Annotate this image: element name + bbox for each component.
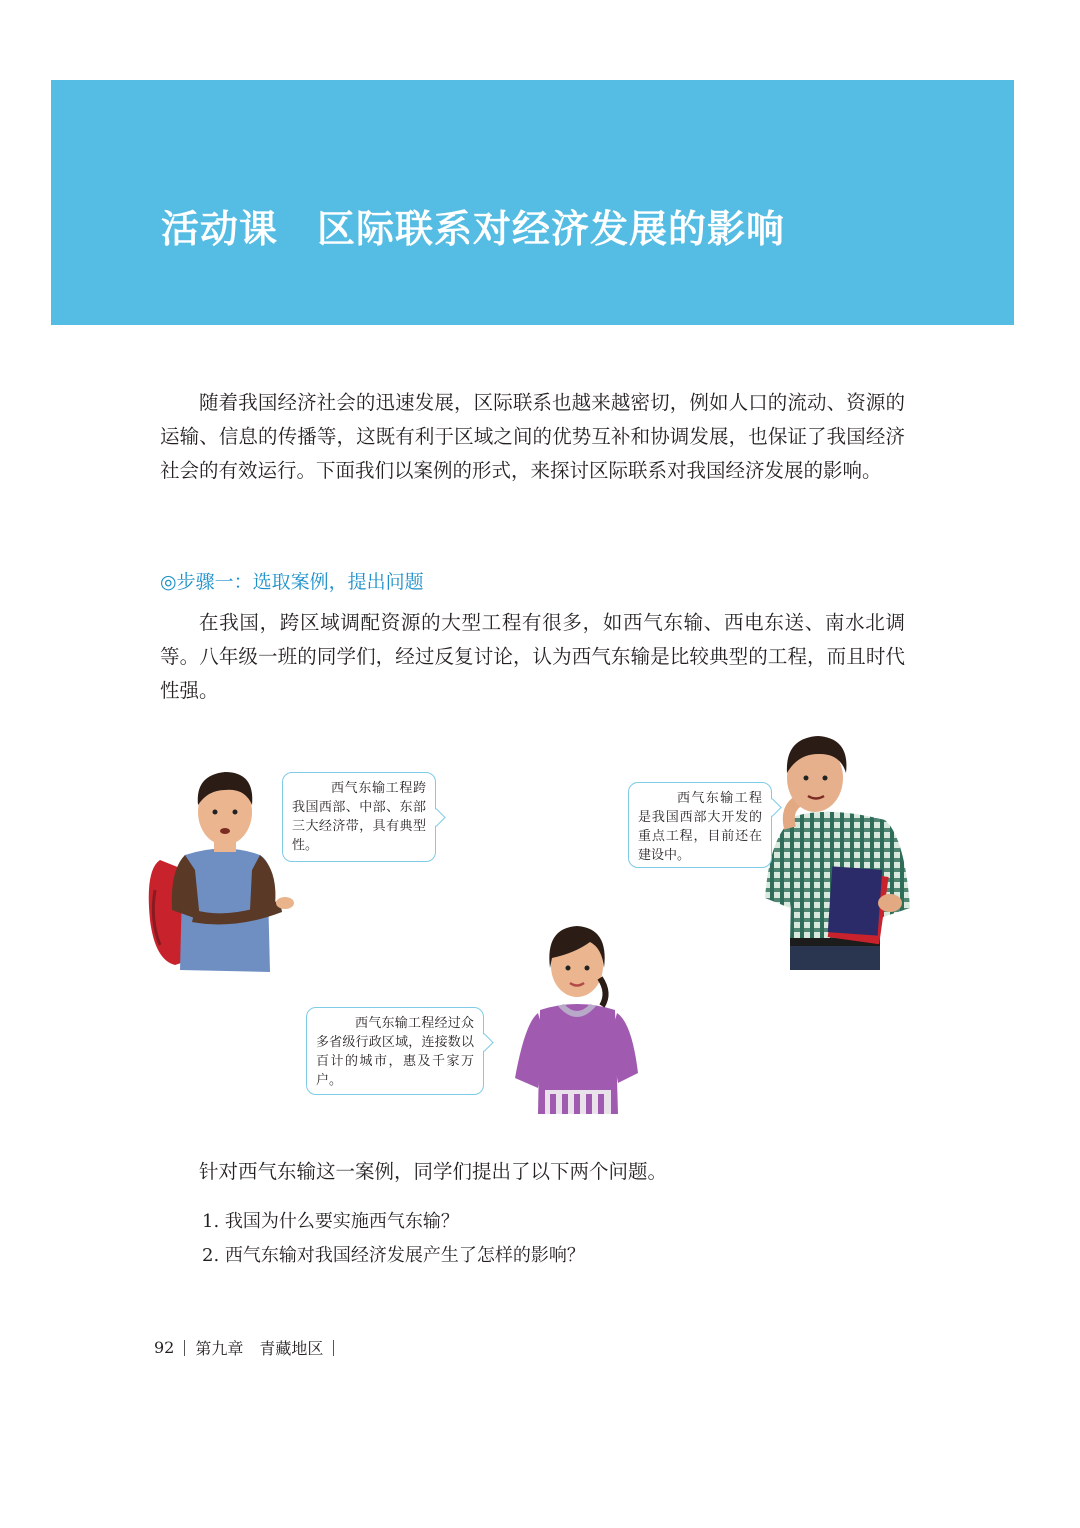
girl-speech-text: 西气东输工程经过众多省级行政区域，连接数以百计的城市，惠及千家万户。 xyxy=(316,1016,474,1088)
boy-speech-bubble xyxy=(282,772,436,862)
footer-divider-end xyxy=(333,1340,334,1356)
questions-intro: 针对西气东输这一案例，同学们提出了以下两个问题。 xyxy=(199,1160,668,1183)
intro-paragraph: 随着我国经济社会的迅速发展，区际联系也越来越密切，例如人口的流动、资源的运输、信息的传播等，这既有利于区域之间的优势互补和协调发展，也保证了我国经济社会的有效运行。下面我们以案例的形式，来探讨区际联系对我国经济发展的影响。 xyxy=(160,391,905,482)
step-one-heading: ◎步骤一：选取案例，提出问题 xyxy=(160,571,424,593)
boy-illustration xyxy=(140,760,300,980)
footer-divider xyxy=(184,1340,185,1356)
teacher-speech-bubble xyxy=(628,782,772,868)
step-one-paragraph: 在我国，跨区域调配资源的大型工程有很多，如西气东输、西电东送、南水北调等。八年级一班的同学们，经过反复讨论，认为西气东输是比较典型的工程，而且时代性强。 xyxy=(160,611,905,702)
question-item-2: 2. 西气东输对我国经济发展产生了怎样的影响？ xyxy=(202,1245,585,1266)
girl-illustration xyxy=(510,918,645,1114)
girl-speech-bubble xyxy=(306,1007,484,1095)
page-footer xyxy=(154,1336,344,1359)
page-title: 活动课 区际联系对经济发展的影响 xyxy=(161,207,786,251)
title-banner xyxy=(51,80,1014,325)
teacher-speech-text: 西气东输工程是我国西部大开发的重点工程，目前还在建设中。 xyxy=(638,791,762,863)
chapter-label: 第九章 青藏地区 xyxy=(195,1339,324,1358)
question-list xyxy=(202,1205,585,1273)
teacher-illustration xyxy=(760,728,920,970)
question-item-1: 1. 我国为什么要实施西气东输？ xyxy=(202,1211,459,1232)
boy-speech-text: 西气东输工程跨我国西部、中部、东部三大经济带，具有典型性。 xyxy=(292,781,426,853)
page-number: 92 xyxy=(154,1338,175,1357)
